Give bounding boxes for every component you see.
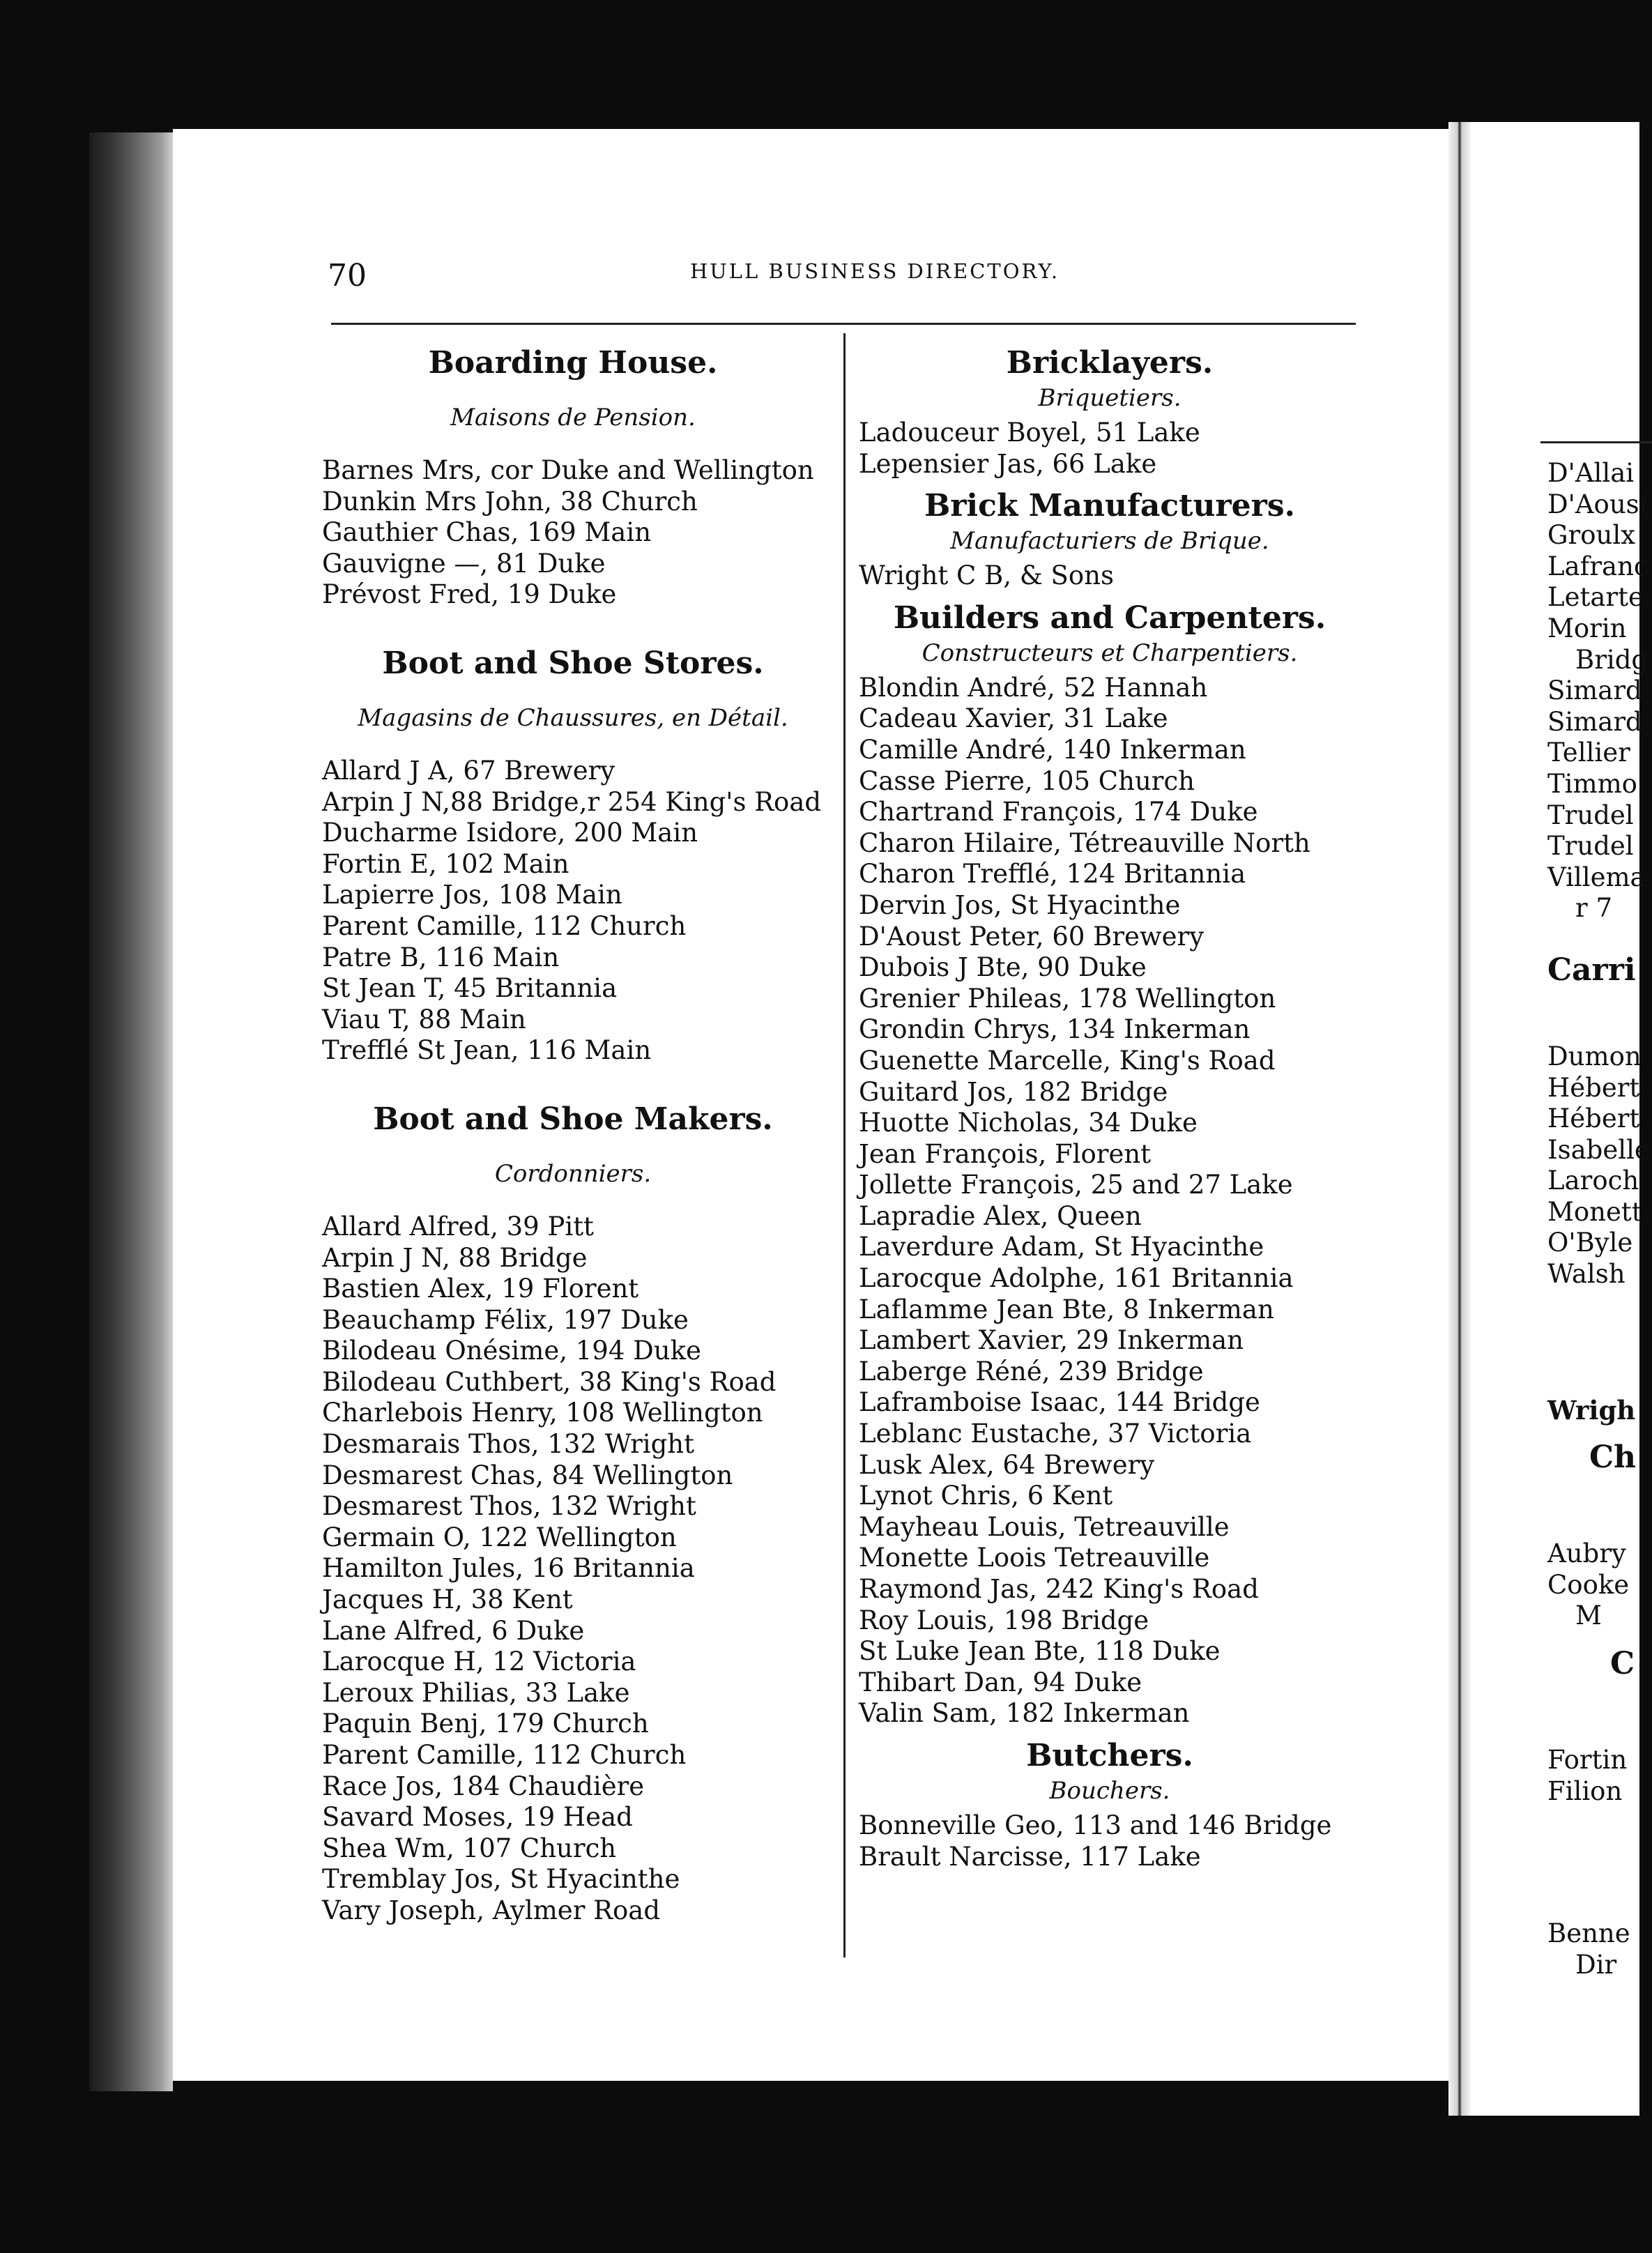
facing-entry: O'Byle [1547,1228,1633,1258]
directory-entry: Laframboise Isaac, 144 Bridge [859,1387,1260,1418]
directory-entry: Monette Loois Tetreauville [859,1543,1210,1573]
directory-entry: Tremblay Jos, St Hyacinthe [322,1864,680,1895]
directory-entry: Hamilton Jules, 16 Britannia [322,1553,695,1584]
directory-entry: Patre B, 116 Main [322,942,560,972]
directory-entry: Guenette Marcelle, King's Road [859,1045,1276,1076]
book-spine-edge [89,132,173,2091]
directory-entry: Charon Hilaire, Tétreauville North [859,827,1310,858]
directory-entry: Lambert Xavier, 29 Inkerman [859,1325,1244,1356]
directory-entry: Roy Louis, 198 Bridge [859,1605,1149,1635]
section-heading: Builders and Carpenters. [893,599,1326,636]
facing-entry: Letarte [1547,582,1644,613]
facing-entry: Cooke [1547,1569,1630,1600]
directory-entry: Race Jos, 184 Chaudière [322,1771,645,1801]
facing-heading: Ch [1589,1439,1637,1476]
section-subheading: Bouchers. [1049,1776,1170,1805]
facing-entry: Hébert [1547,1103,1640,1134]
facing-entry: Benne [1547,1918,1630,1949]
directory-entry: Thibart Dan, 94 Duke [859,1667,1142,1697]
facing-entry: Groulx [1547,520,1636,551]
directory-entry: Grenier Phileas, 178 Wellington [859,983,1276,1014]
book-gutter [1448,122,1471,2116]
section-subheading: Constructeurs et Charpentiers. [921,639,1298,667]
directory-entry: Charlebois Henry, 108 Wellington [322,1398,763,1428]
directory-entry: Grondin Chrys, 134 Inkerman [859,1014,1251,1045]
section-subheading: Briquetiers. [1038,384,1181,412]
directory-entry: Dunkin Mrs John, 38 Church [322,486,698,517]
facing-entry: Simard [1547,706,1642,737]
directory-entry: Fortin E, 102 Main [322,848,569,879]
directory-entry: Lusk Alex, 64 Brewery [859,1449,1155,1480]
facing-page-rule [1540,441,1652,443]
directory-entry: Casse Pierre, 105 Church [859,765,1195,796]
section-subheading: Manufacturiers de Brique. [950,527,1269,556]
directory-entry: Brault Narcisse, 117 Lake [859,1841,1201,1872]
directory-entry: Bastien Alex, 19 Florent [322,1274,639,1304]
directory-entry: Raymond Jas, 242 King's Road [859,1574,1259,1604]
directory-entry: Viau T, 88 Main [322,1004,526,1034]
section-heading: Boarding House. [428,345,718,381]
facing-heading: C [1610,1646,1635,1682]
directory-entry: Jean François, Florent [859,1138,1152,1169]
facing-entry: Bridg [1575,644,1649,675]
facing-entry: Trudel [1547,831,1634,862]
section-heading: Boot and Shoe Stores. [382,645,764,681]
facing-entry: Dir [1575,1949,1617,1980]
running-head: HULL BUSINESS DIRECTORY. [690,259,1060,283]
facing-entry: Aubry [1547,1538,1626,1569]
directory-entry: Larocque Adolphe, 161 Britannia [859,1263,1294,1294]
facing-entry: Lafranc [1547,551,1649,581]
directory-entry: Jacques H, 38 Kent [322,1584,573,1615]
directory-entry: Paquin Benj, 179 Church [322,1709,649,1739]
directory-entry: Allard J A, 67 Brewery [322,755,615,786]
facing-entry: M [1575,1601,1602,1631]
directory-entry: Savard Moses, 19 Head [322,1802,633,1833]
directory-entry: Leroux Philias, 33 Lake [322,1677,630,1708]
directory-entry: Shea Wm, 107 Church [322,1833,617,1863]
directory-entry: Desmarest Chas, 84 Wellington [322,1460,733,1490]
directory-entry: Laverdure Adam, St Hyacinthe [859,1232,1264,1262]
facing-entry: D'Allai [1547,458,1635,488]
directory-entry: Beauchamp Félix, 197 Duke [322,1304,689,1335]
middle-column [859,345,1361,1872]
directory-entry: Arpin J N,88 Bridge,r 254 King's Road [322,786,822,817]
directory-entry: Allard Alfred, 39 Pitt [322,1211,594,1242]
directory-entry: Lynot Chris, 6 Kent [859,1481,1113,1511]
facing-entry: Timmo [1547,768,1637,799]
directory-entry: Prévost Fred, 19 Duke [322,579,617,610]
section-subheading: Magasins de Chaussures, en Détail. [358,703,788,732]
directory-entry: Leblanc Eustache, 37 Victoria [859,1419,1252,1449]
directory-entry: Guitard Jos, 182 Bridge [859,1076,1168,1107]
left-column [322,345,824,1927]
facing-entry: Hébert [1547,1072,1640,1103]
directory-entry: Germain O, 122 Wellington [322,1522,677,1552]
section-heading: Brick Manufacturers. [924,488,1295,524]
header-rule [331,323,1356,325]
directory-entry: Larocque H, 12 Victoria [322,1647,636,1677]
directory-entry: St Jean T, 45 Britannia [322,973,618,1004]
directory-entry: Gauvigne —, 81 Duke [322,548,606,579]
section-subheading: Maisons de Pension. [450,404,696,431]
directory-entry: Ladouceur Boyel, 51 Lake [859,418,1200,448]
page-number: 70 [328,258,367,293]
directory-entry: Camille André, 140 Inkerman [859,734,1246,765]
directory-entry: Dervin Jos, St Hyacinthe [859,889,1181,920]
section-heading: Bricklayers. [1006,345,1214,381]
directory-entry: Desmarest Thos, 132 Wright [322,1491,696,1522]
directory-entry: Blondin André, 52 Hannah [859,672,1208,703]
facing-entry: Trudel [1547,800,1634,830]
facing-entry: Morin [1547,613,1627,643]
directory-entry: Desmarais Thos, 132 Wright [322,1429,694,1460]
directory-entry: Trefflé St Jean, 116 Main [322,1035,652,1066]
section-subheading: Cordonniers. [494,1159,652,1188]
directory-entry: St Luke Jean Bte, 118 Duke [859,1636,1221,1667]
directory-entry: Laberge Réné, 239 Bridge [859,1356,1204,1387]
facing-entry: Dumon [1547,1041,1642,1071]
directory-entry: Barnes Mrs, cor Duke and Wellington [322,455,814,485]
section-heading: Boot and Shoe Makers. [373,1101,773,1137]
facing-heading: Carri [1547,952,1636,988]
facing-entry: Isabelle [1547,1134,1650,1165]
facing-entry: Wrigh [1547,1394,1636,1426]
facing-entry: D'Aoust [1547,489,1650,519]
facing-entry: Filion [1547,1775,1623,1806]
directory-entry: Vary Joseph, Aylmer Road [322,1895,661,1925]
directory-entry: Dubois J Bte, 90 Duke [859,952,1147,983]
directory-entry: Huotte Nicholas, 34 Duke [859,1108,1198,1138]
facing-entry: Fortin [1547,1745,1628,1775]
directory-entry: Cadeau Xavier, 31 Lake [859,703,1168,734]
directory-entry: Lane Alfred, 6 Duke [322,1615,585,1646]
directory-entry: D'Aoust Peter, 60 Brewery [859,921,1204,952]
facing-entry: Tellier [1547,738,1630,768]
directory-entry: Ducharme Isidore, 200 Main [322,818,698,848]
directory-entry: Parent Camille, 112 Church [322,1740,687,1770]
directory-entry: Charon Trefflé, 124 Britannia [859,859,1246,889]
facing-entry: Monett [1547,1196,1642,1227]
facing-entry: Villema [1547,862,1646,892]
directory-entry: Gauthier Chas, 169 Main [322,517,652,548]
directory-entry: Wright C B, & Sons [859,560,1114,591]
facing-entry: Walsh [1547,1259,1626,1290]
directory-entry: Laflamme Jean Bte, 8 Inkerman [859,1294,1274,1324]
facing-entry: r 7 [1575,893,1612,924]
facing-entry: Laroch [1547,1166,1639,1196]
directory-entry: Lepensier Jas, 66 Lake [859,448,1157,479]
facing-entry: Simard [1547,675,1642,706]
directory-entry: Parent Camille, 112 Church [322,910,687,941]
directory-entry: Lapierre Jos, 108 Main [322,880,622,910]
column-divider [843,333,846,1957]
section-heading: Butchers. [1026,1737,1193,1773]
directory-entry: Bilodeau Onésime, 194 Duke [322,1336,701,1366]
directory-entry: Bilodeau Cuthbert, 38 King's Road [322,1366,777,1397]
directory-entry: Mayheau Louis, Tetreauville [859,1511,1230,1542]
directory-entry: Lapradie Alex, Queen [859,1200,1142,1231]
directory-entry: Arpin J N, 88 Bridge [322,1242,588,1273]
directory-entry: Jollette François, 25 and 27 Lake [859,1170,1293,1200]
facing-page-column [1547,458,1650,1980]
directory-entry: Bonneville Geo, 113 and 146 Bridge [859,1810,1332,1840]
facing-page [1471,122,1650,2116]
directory-entry: Valin Sam, 182 Inkerman [859,1698,1190,1729]
directory-entry: Chartrand François, 174 Duke [859,797,1258,827]
